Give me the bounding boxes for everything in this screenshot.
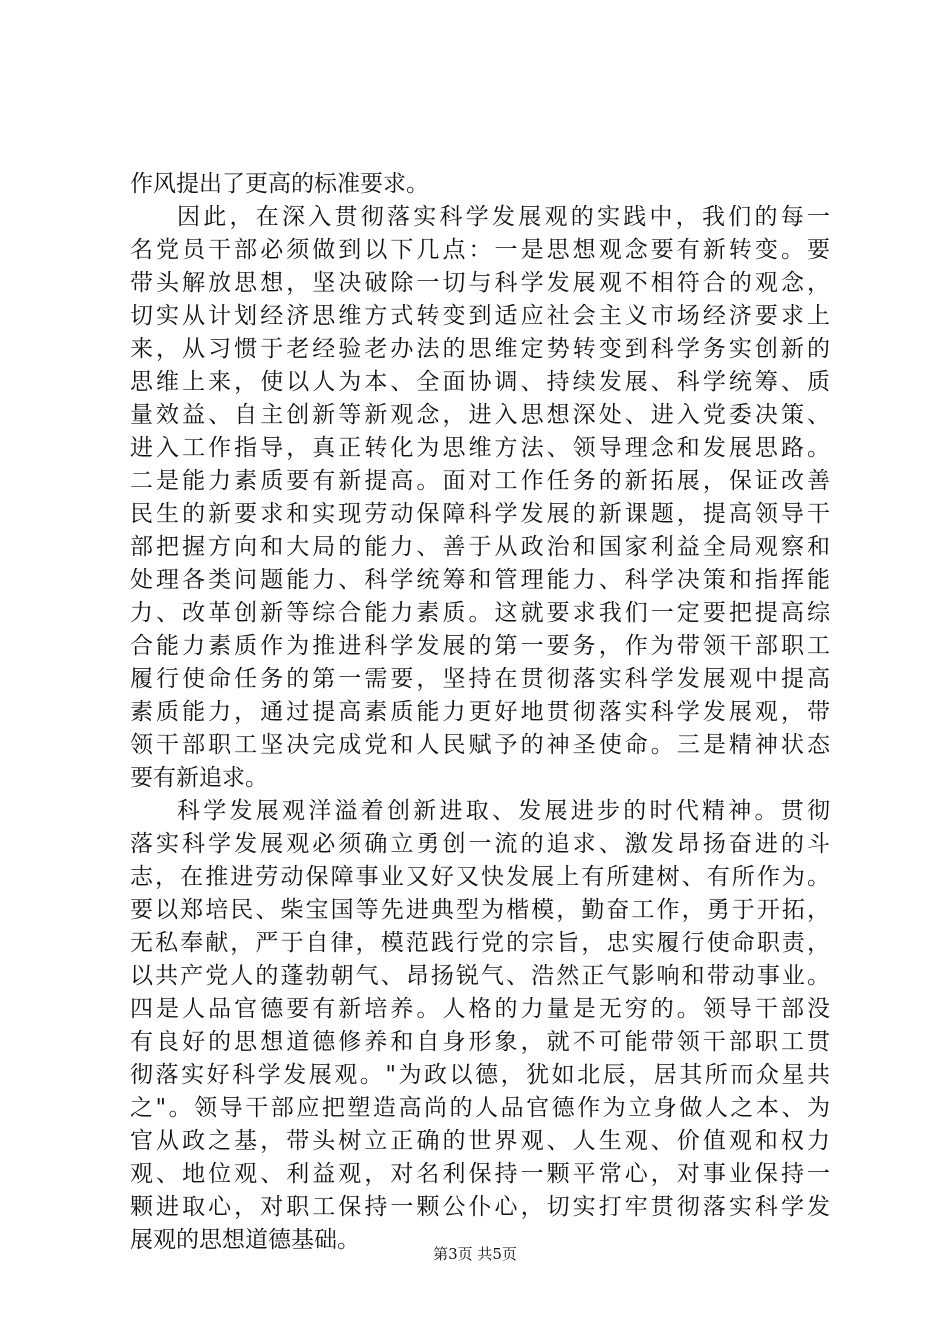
text-line: 彻落实好科学发展观。"为政以德，犹如北辰，居其所而众星共	[130, 1062, 830, 1088]
text-line: 观、地位观、利益观，对名利保持一颗平常心，对事业保持一	[130, 1161, 830, 1187]
text-line: 量效益、自主创新等新观念，进入思想深处、进入党委决策、	[130, 402, 830, 428]
text-line: 无私奉献，严于自律，模范践行党的宗旨，忠实履行使命职责，	[130, 930, 830, 956]
text-line: 之"。领导干部应把塑造高尚的人品官德作为立身做人之本、为	[130, 1095, 830, 1121]
text-line: 颗进取心，对职工保持一颗公仆心，切实打牢贯彻落实科学发	[130, 1194, 830, 1220]
text-line: 以共产党人的蓬勃朝气、昂扬锐气、浩然正气影响和带动事业。	[130, 963, 830, 989]
text-line: 二是能力素质要有新提高。面对工作任务的新拓展，保证改善	[130, 468, 830, 494]
text-line: 领干部职工坚决完成党和人民赋予的神圣使命。三是精神状态	[130, 732, 830, 758]
text-line: 要有新追求。	[130, 765, 268, 791]
text-line: 科学发展观洋溢着创新进取、发展进步的时代精神。贯彻	[177, 798, 830, 824]
text-line: 履行使命任务的第一需要，坚持在贯彻落实科学发展观中提高	[130, 666, 830, 692]
text-line: 名党员干部必须做到以下几点：一是思想观念要有新转变。要	[130, 237, 830, 263]
text-line: 志，在推进劳动保障事业又好又快发展上有所建树、有所作为。	[130, 864, 830, 890]
text-line: 部把握方向和大局的能力、善于从政治和国家利益全局观察和	[130, 534, 830, 560]
text-line: 带头解放思想，坚决破除一切与科学发展观不相符合的观念，	[130, 270, 830, 296]
text-line: 展观的思想道德基础。	[130, 1227, 360, 1253]
text-line: 落实科学发展观必须确立勇创一流的追求、激发昂扬奋进的斗	[130, 831, 830, 857]
document-body	[130, 168, 830, 1257]
page-footer: 第3页 共5页	[433, 1245, 517, 1263]
text-line: 来，从习惯于老经验老办法的思维定势转变到科学务实创新的	[130, 336, 830, 362]
text-line: 作风提出了更高的标准要求。	[130, 171, 429, 197]
text-line: 思维上来，使以人为本、全面协调、持续发展、科学统筹、质	[130, 369, 830, 395]
text-line: 合能力素质作为推进科学发展的第一要务，作为带领干部职工	[130, 633, 830, 659]
text-line: 民生的新要求和实现劳动保障科学发展的新课题，提高领导干	[130, 501, 830, 527]
text-line: 力、改革创新等综合能力素质。这就要求我们一定要把提高综	[130, 600, 830, 626]
text-line: 切实从计划经济思维方式转变到适应社会主义市场经济要求上	[130, 303, 830, 329]
text-line: 要以郑培民、柴宝国等先进典型为楷模，勤奋工作，勇于开拓，	[130, 897, 830, 923]
text-line: 处理各类问题能力、科学统筹和管理能力、科学决策和指挥能	[130, 567, 830, 593]
text-line: 官从政之基，带头树立正确的世界观、人生观、价值观和权力	[130, 1128, 830, 1154]
text-line: 素质能力，通过提高素质能力更好地贯彻落实科学发展观，带	[130, 699, 830, 725]
text-line: 有良好的思想道德修养和自身形象，就不可能带领干部职工贯	[130, 1029, 830, 1055]
text-line: 因此，在深入贯彻落实科学发展观的实践中，我们的每一	[177, 204, 830, 230]
text-line: 进入工作指导，真正转化为思维方法、领导理念和发展思路。	[130, 435, 830, 461]
text-line: 四是人品官德要有新培养。人格的力量是无穷的。领导干部没	[130, 996, 830, 1022]
